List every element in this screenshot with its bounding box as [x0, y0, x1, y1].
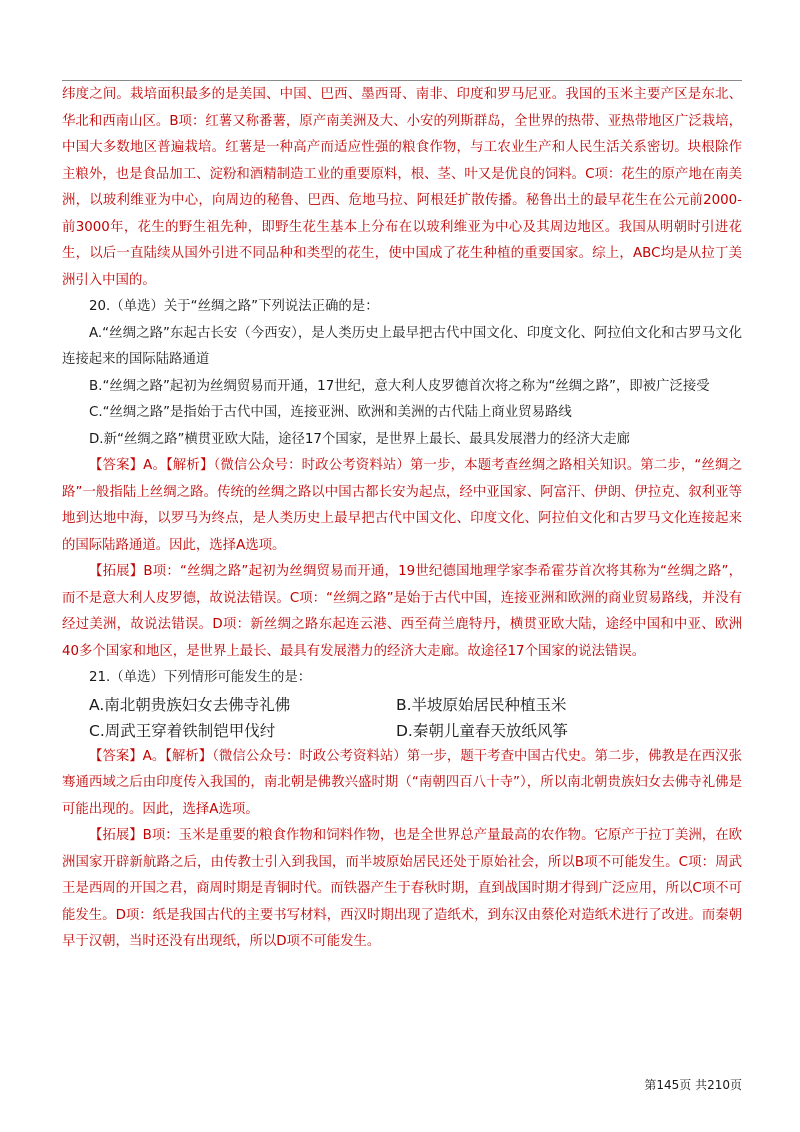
- q21-answer: 【答案】A。【解析】（微信公众号：时政公考资料站）第一步，题干考查中国古代史。第二步，佛教是在西汉张骞通西域之后由印度传入我国的，南北朝是佛教兴盛时期（“南朝四百八十寺”），所以南北朝贵族妇女去佛寺礼佛是可能出现的。因此，选择A选项。: [62, 748, 742, 817]
- continuation-text: 纬度之间。栽培面积最多的是美国、中国、巴西、墨西哥、南非、印度和罗马尼亚。我国的玉米主要产区是东北、华北和西南山区。B项：红薯又称番薯，原产南美洲及大、小安的列斯群岛，全世界的热带、亚热带地区广泛栽培，中国大多数地区普遍栽培。红薯是一种高产而适应性强的粮食作物，与工农业生产和人民生活关系密切。块根除作主粮外，也是食品加工、淀粉和酒精制造工业的重要原料，根、茎、叶又是优良的饲料。C项：花生的原产地在南美洲，以玻利维亚为中心，向周边的秘鲁、巴西、危地马拉、阿根廷扩散传播。秘鲁出土的最早花生在公元前2000-前3000年，花生的野生祖先种，即野生花生基本上分布在以玻利维亚为中心及其周边地区。我国从明朝时引进花生，以后一直陆续从国外引进不同品种和类型的花生，使中国成了花生种植的重要国家。综上，ABC均是从拉丁美洲引入中国的。: [62, 87, 742, 288]
- q21-extension: 【拓展】B项：玉米是重要的粮食作物和饲料作物，也是全世界总产量最高的农作物。它原产于拉丁美洲，在欧洲国家开辟新航路之后，由传教士引入到我国，而半坡原始居民还处于原始社会，所以B项不可能发生。C项：周武王是西周的开国之君，商周时期是青铜时代。而铁器产生于春秋时期，直到战国时期才得到广泛应用，所以C项不可能发生。D项：纸是我国古代的主要书写材料，西汉时期出现了造纸术，到东汉由蔡伦对造纸术进行了改进。而秦朝早于汉朝，当时还没有出现纸，所以D项不可能发生。: [62, 828, 742, 949]
- q21-option-c: C.周武王穿着铁制铠甲伐纣: [89, 721, 276, 740]
- q21-option-b: B.半坡原始居民种植玉米: [396, 695, 567, 714]
- header-rule: [62, 80, 742, 81]
- q21-options: [62, 692, 742, 744]
- q20-option-a: A.“丝绸之路”东起古长安（今西安），是人类历史上最早把古代中国文化、印度文化、阿拉伯文化和古罗马文化连接起来的国际陆路通道: [62, 325, 742, 367]
- q21-option-d: D.秦朝儿童春天放纸风筝: [396, 721, 568, 740]
- q20-option-b: B.“丝绸之路”起初为丝绸贸易而开通，17世纪，意大利人皮罗德首次将之称为“丝绸之路”，即被广泛接受: [89, 378, 710, 394]
- page-content: [62, 82, 742, 956]
- q20-option-d: D.新“丝绸之路”横贯亚欧大陆，途径17个国家，是世界上最长、最具发展潜力的经济大走廊: [89, 431, 630, 447]
- q21-option-a: A.南北朝贵族妇女去佛寺礼佛: [89, 695, 291, 714]
- q20-stem: 20.（单选）关于“丝绸之路”下列说法正确的是：: [89, 299, 379, 314]
- page-footer: 第145页 共210页: [644, 1078, 742, 1092]
- q21-stem: 21.（单选）下列情形可能发生的是：: [89, 670, 312, 685]
- q20-extension: 【拓展】B项：“丝绸之路”起初为丝绸贸易而开通，19世纪德国地理学家李希霍芬首次将其称为“丝绸之路”，而不是意大利人皮罗德，故说法错误。C项：“丝绸之路”是始于古代中国，连接亚洲和欧洲的商业贸易路线，并没有经过美洲，故说法错误。D项：新丝绸之路东起连云港、西至荷兰鹿特丹，横贯亚欧大陆，途经中国和中亚、欧洲40多个国家和地区，是世界上最长、最具有发展潜力的经济大走廊。故途径17个国家的说法错误。: [62, 564, 742, 659]
- q20-option-c: C.“丝绸之路”是指始于古代中国，连接亚洲、欧洲和美洲的古代陆上商业贸易路线: [89, 405, 572, 420]
- q20-answer: 【答案】A。【解析】（微信公众号：时政公考资料站）第一步，本题考查丝绸之路相关知识。第二步，“丝绸之路”一般指陆上丝绸之路。传统的丝绸之路以中国古都长安为起点，经中亚国家、阿富汗、伊朗、伊拉克、叙利亚等地到达地中海，以罗马为终点，是人类历史上最早把古代中国文化、印度文化、阿拉伯文化和古罗马文化连接起来的国际陆路通道。因此，选择A选项。: [62, 458, 742, 553]
